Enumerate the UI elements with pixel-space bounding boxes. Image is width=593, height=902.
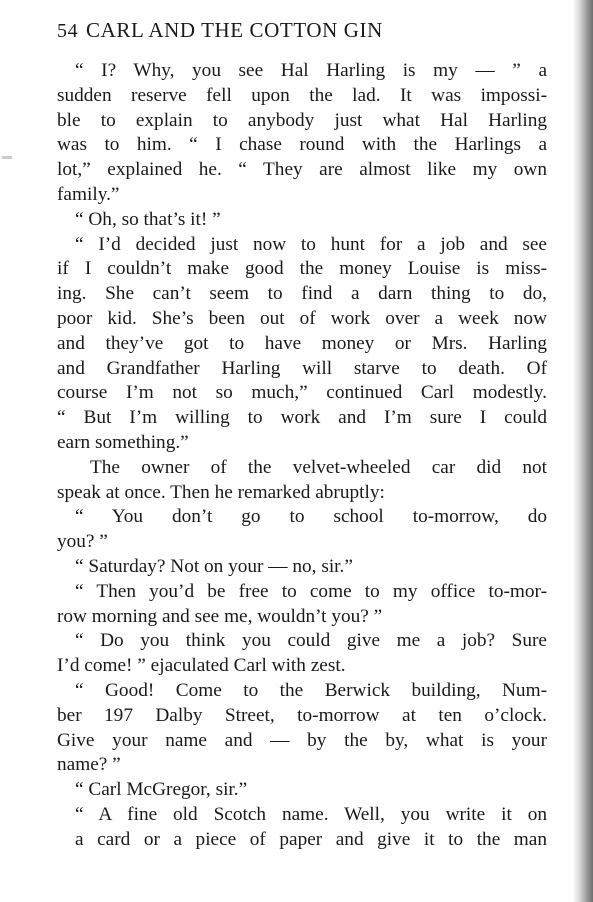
text-line: “ A fine old Scotch name. Well, you write it on: [75, 803, 547, 825]
text-line: speak at once. Then he remarked abruptly:: [57, 481, 385, 503]
page-binding-edge: [573, 0, 593, 902]
text-line: “ I’d decided just now to hunt for a job and see: [75, 233, 547, 255]
text-line: “ Oh, so that’s it! ”: [75, 208, 221, 230]
text-line: ble to explain to anybody just what Hal Harling: [57, 109, 547, 131]
page-smudge: [2, 156, 12, 159]
text-line: “ Carl McGregor, sir.”: [75, 779, 248, 801]
text-line: “ I? Why, you see Hal Harling is my — ” a: [75, 60, 547, 81]
text-line: ing. She can’t seem to find a darn thing to do,: [57, 283, 547, 305]
text-line: Give your name and — by the by, what is your: [57, 729, 547, 751]
text-line: name? ”: [57, 754, 121, 776]
text-line: family.”: [57, 183, 120, 205]
text-line: you? ”: [57, 531, 108, 553]
body-text: [57, 59, 547, 853]
text-line: “ Do you think you could give me a job? Sure: [75, 630, 547, 652]
text-line: course I’m not so much,” continued Carl modestly.: [57, 382, 547, 404]
text-line: sudden reserve fell upon the lad. It was impossi-: [57, 84, 547, 106]
running-title: CARL AND THE COTTON GIN: [86, 18, 383, 42]
text-line: if I couldn’t make good the money Louise is miss-: [57, 258, 547, 280]
text-line: and Grandfather Harling will starve to death. Of: [57, 357, 547, 379]
page-header: [57, 18, 557, 46]
text-line: “ But I’m willing to work and I’m sure I could: [57, 407, 547, 429]
text-line: and they’ve got to have money or Mrs. Harling: [57, 332, 547, 354]
text-line: ber 197 Dalby Street, to-morrow at ten o’clock.: [57, 704, 547, 726]
text-line: “ Good! Come to the Berwick building, Num-: [75, 679, 547, 701]
text-line: row morning and see me, wouldn’t you? ”: [57, 605, 383, 627]
page-number: 54: [57, 20, 79, 42]
text-line: poor kid. She’s been out of work over a week now: [57, 307, 547, 329]
text-line: “ Then you’d be free to come to my office to-mor-: [75, 580, 547, 602]
text-line: was to him. “ I chase round with the Harlings a: [57, 134, 547, 156]
text-line: “ You don’t go to school to-morrow, do: [75, 506, 547, 528]
text-line: a card or a piece of paper and give it to the man: [75, 828, 547, 850]
text-line: lot,” explained he. “ They are almost like my own: [57, 159, 547, 181]
text-line: I’d come! ” ejaculated Carl with zest.: [57, 655, 346, 677]
text-line: The owner of the velvet-wheeled car did not: [90, 456, 547, 478]
text-line: earn something.”: [57, 431, 189, 453]
text-line: “ Saturday? Not on your — no, sir.”: [75, 555, 353, 577]
